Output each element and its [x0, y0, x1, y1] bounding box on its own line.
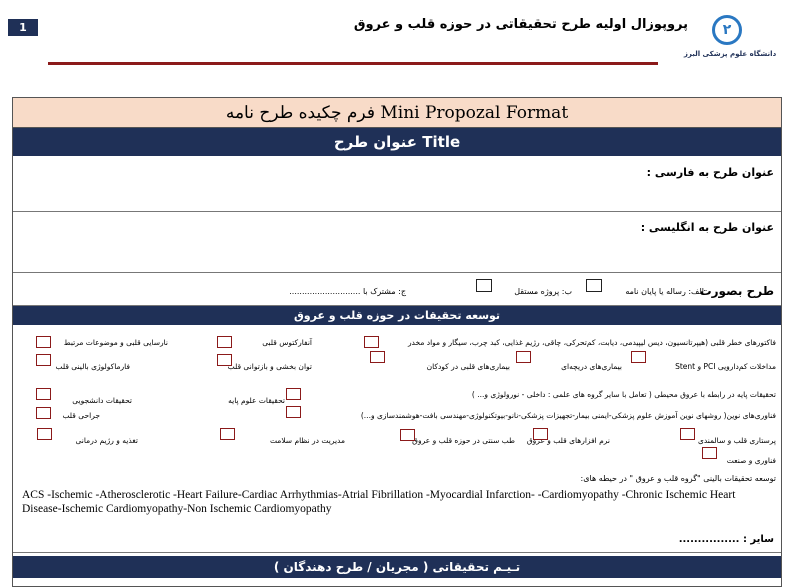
farsi-title-label: عنوان طرح به فارسی :: [646, 166, 774, 179]
topic-checkbox[interactable]: [370, 351, 385, 363]
topic-checkbox[interactable]: [286, 406, 301, 418]
option-thesis-checkbox[interactable]: [586, 279, 602, 292]
topic-student: تحقیقات دانشجویی: [72, 396, 132, 405]
divider: [13, 272, 781, 273]
topic-checkbox[interactable]: [400, 429, 415, 441]
university-logo-icon: ۲: [712, 15, 742, 45]
topic-infarction: آنفارکتوس قلبی: [262, 338, 312, 347]
title-section-bar: عنوان طرح Title: [13, 128, 781, 156]
topic-surgery: جراحی قلب: [62, 411, 100, 420]
topic-rehab: توان بخشی و بازتوانی قلب: [227, 362, 312, 371]
option-independent-checkbox[interactable]: [476, 279, 492, 292]
topic-checkbox[interactable]: [631, 351, 646, 363]
topic-software: نرم افزارهای قلب و عروق: [526, 436, 610, 445]
topic-checkbox[interactable]: [37, 428, 52, 440]
topic-pediatric: بیماری‌های قلبی در کودکان: [426, 362, 510, 371]
topic-nutrition: تغذیه و رژیم درمانی: [75, 436, 138, 445]
topic-checkbox[interactable]: [533, 428, 548, 440]
topic-checkbox[interactable]: [217, 336, 232, 348]
header-divider: [48, 62, 658, 65]
topic-valvular: بیماری‌های دریچه‌ای: [561, 362, 622, 371]
topic-checkbox[interactable]: [36, 354, 51, 366]
clinical-label: توسعه تحقیقات بالینی "گروه قلب و عروق " در حیطه های:: [580, 474, 776, 483]
university-name: دانشگاه علوم پزشکی البرز: [683, 50, 777, 58]
divider: [13, 552, 781, 553]
divider: [13, 211, 781, 212]
option-independent-label: ب: پروژه مستقل: [514, 287, 572, 296]
topic-checkbox[interactable]: [516, 351, 531, 363]
english-title-field[interactable]: [13, 235, 758, 269]
option-thesis-label: الف: رساله یا پایان نامه: [625, 287, 704, 296]
topic-checkbox[interactable]: [36, 336, 51, 348]
page-number: 1: [8, 19, 38, 36]
english-title-label: عنوان طرح به انگلیسی :: [640, 221, 774, 234]
document-title: پروپوزال اولیه طرح تحقیقاتی در حوزه قلب و عروق: [353, 17, 688, 32]
topic-nursing: پرستاری قلب و سالمندی: [697, 436, 776, 445]
topic-checkbox[interactable]: [36, 388, 51, 400]
topic-checkbox[interactable]: [702, 447, 717, 459]
topic-checkbox[interactable]: [286, 388, 301, 400]
farsi-title-field[interactable]: [13, 178, 758, 208]
topic-new-tech: فناوری‌های نوین( روشهای نوین آموزش علوم پزشکی-ایمنی بیمار-تجهیزات پزشکی-نانو-بیوتکنولوژی-مهندسی بافت-هوشمندسازی و...): [360, 411, 776, 420]
other-label: سایر : ................: [678, 534, 774, 545]
topic-heart-failure: نارسایی قلبی و موضوعات مرتبط: [63, 338, 168, 347]
plan-type-label: طرح بصورت: [699, 284, 774, 298]
topic-checkbox[interactable]: [680, 428, 695, 440]
option-joint-label: ج: مشترک با ............................: [289, 287, 406, 296]
topic-checkbox[interactable]: [36, 407, 51, 419]
topic-health-management: مدیریت در نظام سلامت: [269, 436, 345, 445]
form-heading: فرم چکیده طرح نامه Mini Propozal Format: [13, 98, 781, 128]
topic-industry: فناوری و صنعت: [726, 456, 776, 465]
topic-basic-peripheral: تحقیقات پایه در رابطه با عروق محیطی ( تعامل با سایر گروه های علمی : داخلی - نورولوژی و... ): [471, 390, 776, 399]
topic-risk-factors: فاکتورهای خطر قلبی (هیپرتانسیون، دیس لیپیدمی، دیابت، کم‌تحرکی، چاقی، رژیم غذایی، کبد چرب، سیگار و مواد مخدر: [407, 338, 776, 347]
development-section-bar: توسعه تحقیقات در حوزه قلب و عروق: [13, 306, 781, 325]
topic-checkbox[interactable]: [220, 428, 235, 440]
topic-traditional: طب سنتی در حوزه قلب و عروق: [412, 436, 515, 445]
topic-pci-stent: مداخلات کم‌دارویی PCI و Stent: [675, 362, 776, 371]
research-team-bar: تـیـم تحقیقاتی ( مجریان / طرح دهندگان ): [13, 556, 781, 578]
topic-pharmacology: فارماکولوژی بالینی قلب: [55, 362, 130, 371]
topic-checkbox[interactable]: [364, 336, 379, 348]
topic-basic-science: تحقیقات علوم پایه: [228, 396, 285, 405]
clinical-topics-list: ACS -Ischemic -Atherosclerotic -Heart Failure-Cardiac Arrhythmias-Atrial Fibrillation -Myocardial Infarction- -Cardiomyopathy -Chronic Ischemic Heart Disease-Ischemic Cardiomyopathy-Non Ischemic Cardiomyopathy: [22, 489, 736, 515]
topic-checkbox[interactable]: [217, 354, 232, 366]
